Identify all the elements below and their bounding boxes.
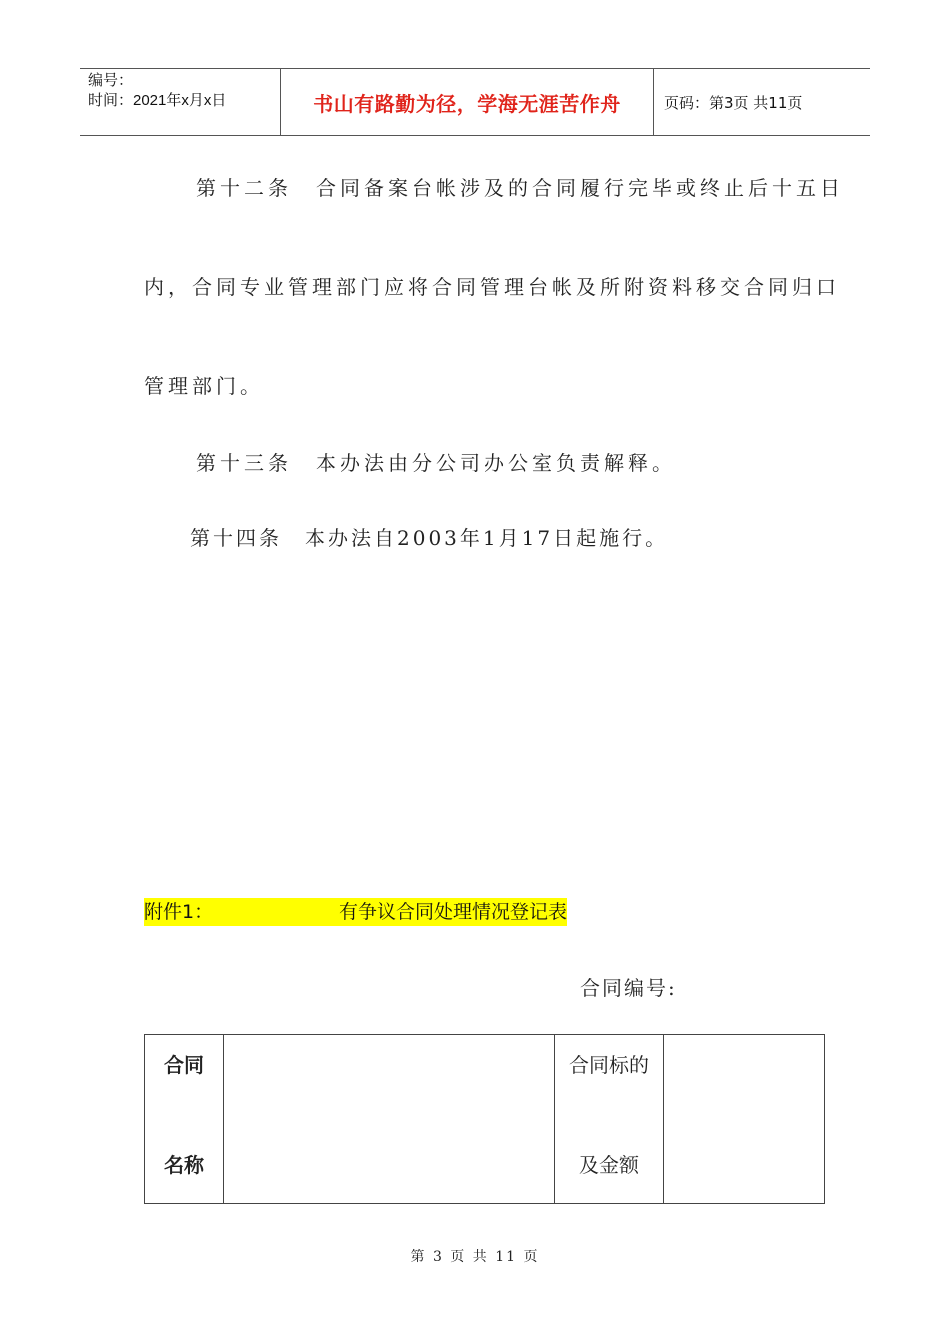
page-header xyxy=(80,68,870,136)
contract-subject-header xyxy=(555,1035,664,1204)
article-14: 第十四条 本办法自2003年1月17日起施行。 xyxy=(190,526,669,550)
contract-name-line-1: 合同 xyxy=(164,1053,204,1077)
article-12-line-3: 管理部门。 xyxy=(144,374,264,398)
attachment-heading xyxy=(144,898,567,926)
contract-name-header xyxy=(145,1035,224,1204)
article-12-line-2: 内，合同专业管理部门应将合同管理台帐及所附资料移交合同归口 xyxy=(144,275,840,299)
page-footer: 第 3 页 共 11 页 xyxy=(410,1249,540,1265)
dispute-registration-table xyxy=(144,1034,825,1204)
article-12-line-1: 第十二条 合同备案台帐涉及的合同履行完毕或终止后十五日 xyxy=(196,176,844,200)
number-label: 编号： xyxy=(88,72,134,89)
attachment-title: 有争议合同处理情况登记表 xyxy=(339,898,567,926)
time-label: 时间：2021年x月x日 xyxy=(88,92,227,109)
contract-name-line-2: 名称 xyxy=(164,1153,204,1177)
contract-subject-line-1: 合同标的 xyxy=(569,1053,649,1077)
contract-name-value[interactable] xyxy=(224,1035,555,1204)
contract-subject-line-2: 及金额 xyxy=(579,1153,639,1177)
article-13: 第十三条 本办法由分公司办公室负责解释。 xyxy=(196,451,676,475)
header-meta xyxy=(80,69,281,135)
attachment-label: 附件1： xyxy=(144,898,339,926)
contract-number-label: 合同编号: xyxy=(580,976,677,1000)
header-motto: 书山有路勤为径，学海无涯苦作舟 xyxy=(281,69,654,135)
contract-subject-value[interactable] xyxy=(664,1035,825,1204)
header-page-info: 页码：第3页 共11页 xyxy=(664,93,803,112)
